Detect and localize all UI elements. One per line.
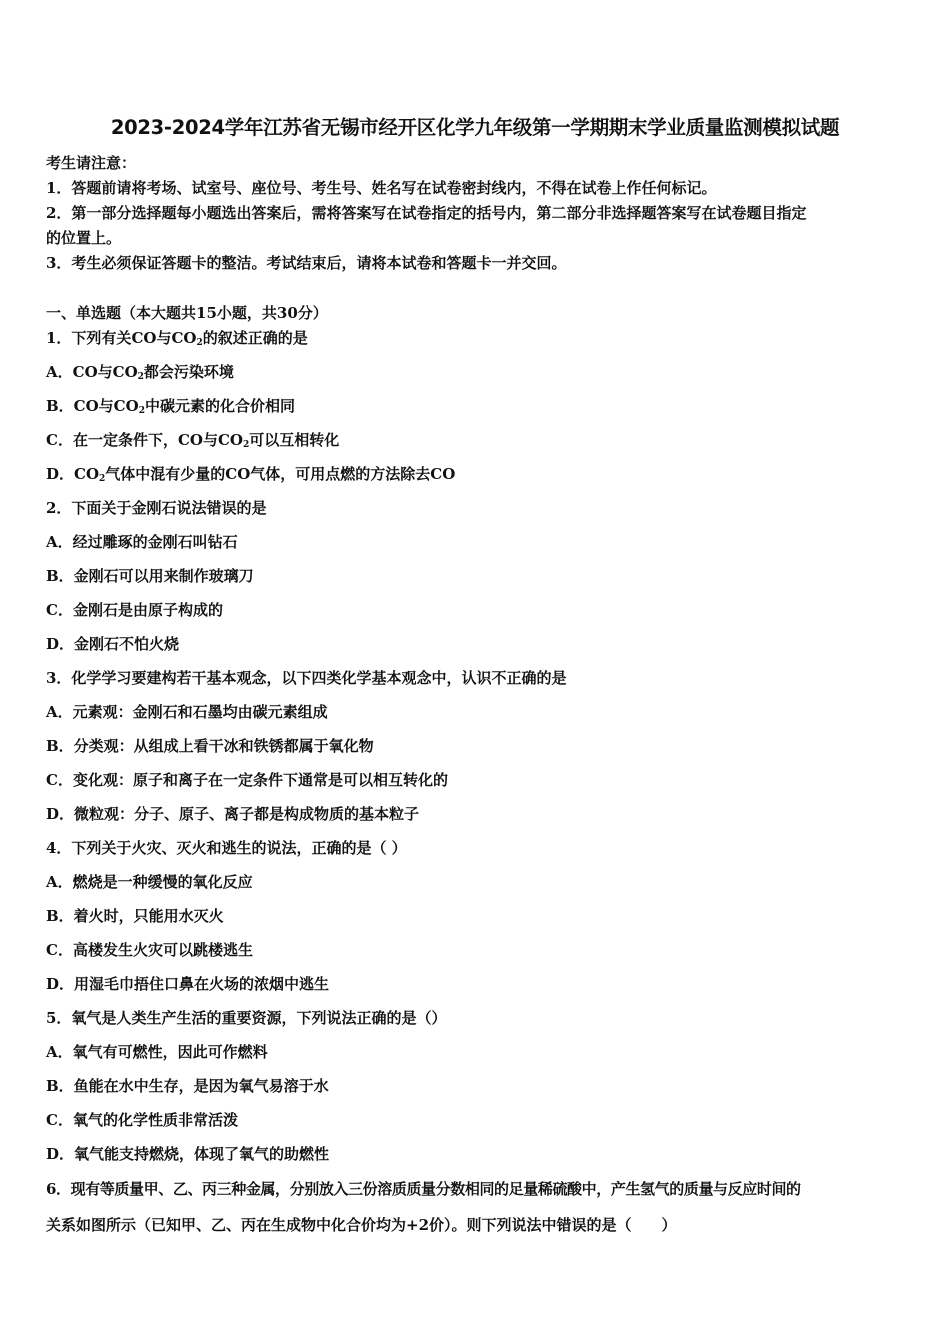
q3-option-a: A．元素观：金刚石和石墨均由碳元素组成 (46, 703, 328, 721)
q4-option-b: B．着火时，只能用水灭火 (46, 907, 224, 925)
subscript: 2 (137, 372, 144, 382)
q3-option-c: C．变化观：原子和离子在一定条件下通常是可以相互转化的 (46, 771, 448, 789)
q6-stem-line-1: 6．现有等质量甲、乙、丙三种金属，分别放入三份溶质质量分数相同的足量稀硫酸中，产生氢气的质量与反应时间的 (46, 1180, 801, 1198)
q1-option-d: D．$CO_2$气体中混有少量的CO气体，可用点燃的方法除去CO (46, 465, 456, 484)
q5-option-b: B．鱼能在水中生存，是因为氧气易溶于水 (46, 1077, 329, 1095)
q2-option-a: A．经过雕琢的金刚石叫钻石 (46, 533, 238, 551)
q5-stem: 5．氧气是人类生产生活的重要资源，下列说法正确的是（） (46, 1009, 447, 1027)
notice-item-2: 2．第一部分选择题每小题选出答案后，需将答案写在试卷指定的括号内，第二部分非选择题答案写在试卷题目指定 (46, 204, 807, 222)
notice-item-3: 3．考生必须保证答题卡的整洁。考试结束后，请将本试卷和答题卡一并交回。 (46, 254, 567, 272)
q2-stem: 2．下面关于金刚石说法错误的是 (46, 499, 267, 517)
q1-option-c: C．在一定条件下，CO与$CO_2$可以互相转化 (46, 431, 340, 450)
q4-option-d: D．用湿毛巾捂住口鼻在火场的浓烟中逃生 (46, 975, 330, 993)
q2-option-c: C．金刚石是由原子构成的 (46, 601, 223, 619)
subscript: 2 (242, 440, 250, 450)
notice-heading: 考生请注意： (46, 154, 137, 172)
q3-stem: 3．化学学习要建构若干基本观念，以下四类化学基本观念中，认识不正确的是 (46, 669, 567, 687)
notice-item-1: 1．答题前请将考场、试室号、座位号、考生号、姓名写在试卷密封线内，不得在试卷上作任何标记。 (46, 179, 717, 197)
q6-stem-line-2: 关系如图所示（已知甲、乙、丙在生成物中化合价均为+2价）。则下列说法中错误的是（ ） (46, 1216, 677, 1234)
subscript: 2 (99, 474, 106, 484)
q3-option-b: B．分类观：从组成上看干冰和铁锈都属于氧化物 (46, 737, 374, 755)
q4-option-c: C．高楼发生火灾可以跳楼逃生 (46, 941, 253, 959)
q5-option-c: C．氧气的化学性质非常活泼 (46, 1111, 238, 1129)
q1-option-a: A．CO与$CO_2$都会污染环境 (46, 363, 234, 382)
q5-option-a: A．氧气有可燃性，因此可作燃料 (46, 1043, 268, 1061)
q2-option-d: D．金刚石不怕火烧 (46, 635, 180, 653)
q4-option-a: A．燃烧是一种缓慢的氧化反应 (46, 873, 253, 891)
q3-option-d: D．微粒观：分子、原子、离子都是构成物质的基本粒子 (46, 805, 420, 823)
notice-item-2-cont: 的位置上。 (46, 229, 122, 247)
subscript: 2 (138, 406, 145, 416)
subscript: 2 (196, 338, 203, 348)
q1-option-b: B．CO与$CO_2$中碳元素的化合价相同 (46, 397, 295, 416)
q5-option-d: D．氧气能支持燃烧，体现了氧气的助燃性 (46, 1145, 330, 1163)
page-title: 2023-2024学年江苏省无锡市经开区化学九年级第一学期期末学业质量监测模拟试题 (110, 116, 840, 139)
q4-stem: 4．下列关于火灾、灭火和逃生的说法，正确的是（ ） (46, 839, 407, 857)
section-heading: 一、单选题（本大题共15小题，共30分） (46, 304, 328, 322)
q1-stem: 1．下列有关CO与$CO_2$的叙述正确的是 (46, 329, 308, 348)
q2-option-b: B．金刚石可以用来制作玻璃刀 (46, 567, 254, 585)
